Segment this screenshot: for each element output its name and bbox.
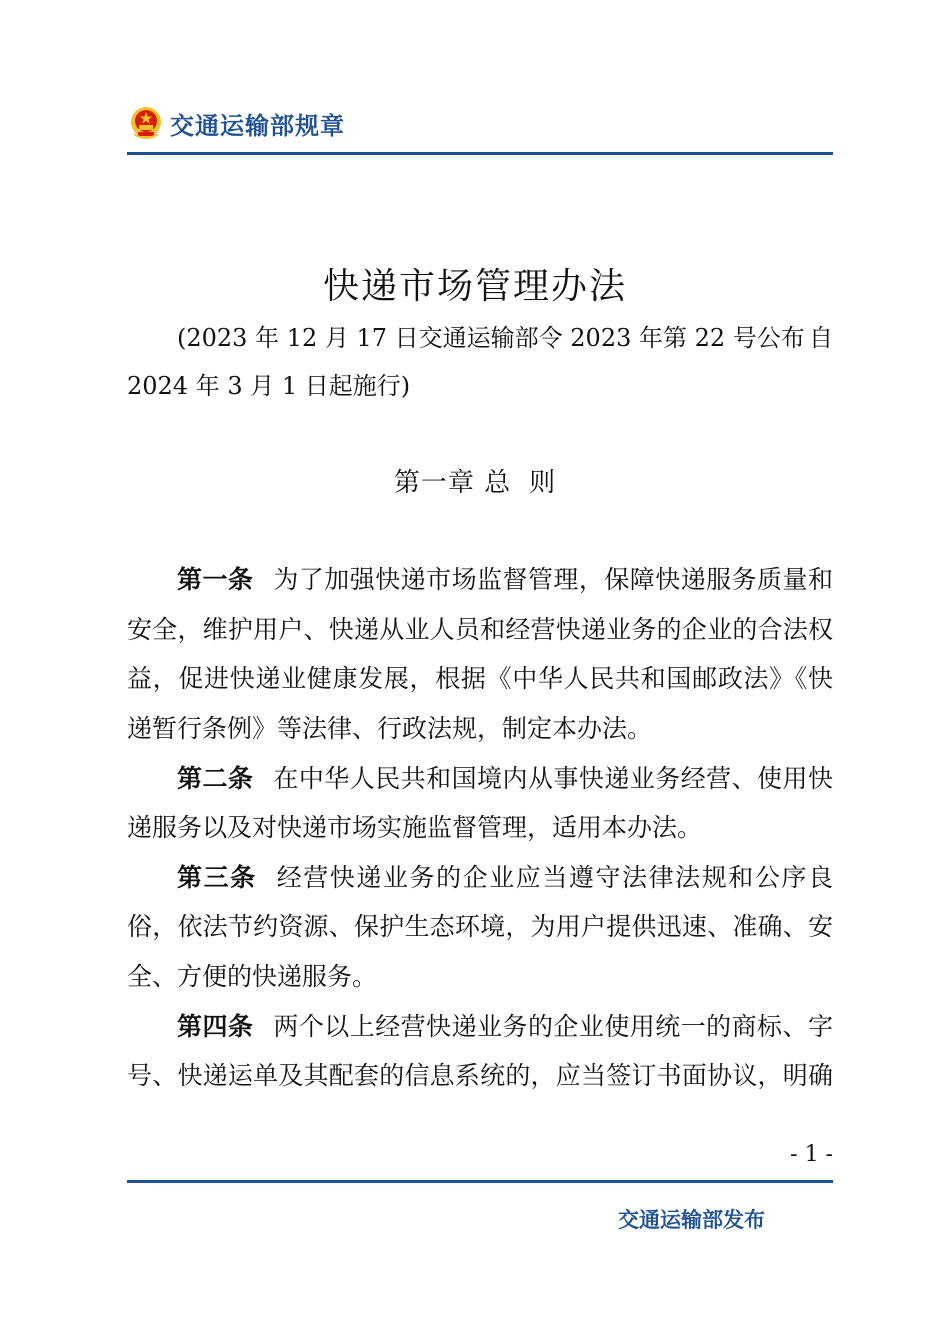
footer-divider	[127, 1180, 833, 1183]
article-3-line-3: 全、方便的快递服务。	[127, 962, 378, 991]
publication-note-tail: 自	[809, 324, 833, 352]
article-1-line-1: 第一条 为了加强快递市场监督管理，保障快递服务质量和	[177, 565, 833, 594]
document-title: 快递市场管理办法	[322, 266, 627, 307]
article-1-line-2: 安全，维护用户、快递从业人员和经营快递业务的企业的合法权	[127, 615, 833, 644]
footer-publisher: 交通运输部发布	[618, 1208, 765, 1232]
publication-note-main: (2023 年 12 月 17 日交通运输部令 2023 年第 22 号公布	[177, 324, 805, 352]
publication-note	[177, 318, 833, 353]
article-label: 第一条	[177, 565, 254, 594]
article-label: 第四条	[177, 1012, 254, 1041]
article-3-line-2: 俗，依法节约资源、保护生态环境，为用户提供迅速、准确、安	[127, 912, 833, 941]
article-label: 第三条	[177, 863, 257, 892]
header-title: 交通运输部规章	[170, 111, 345, 140]
article-1-line-4: 递暂行条例》等法律、行政法规，制定本办法。	[127, 714, 653, 743]
national-emblem-icon	[130, 106, 162, 140]
page-header	[130, 100, 345, 146]
article-4-line-1: 第四条 两个以上经营快递业务的企业使用统一的商标、字	[177, 1012, 833, 1041]
article-2-line-1: 第二条 在中华人民共和国境内从事快递业务经营、使用快	[177, 764, 833, 793]
chapter-heading-a: 第一章 总	[393, 468, 512, 498]
effective-date-note: 2024 年 3 月 1 日起施行)	[127, 372, 411, 400]
header-divider	[127, 152, 833, 155]
chapter-heading-b: 则	[529, 468, 557, 498]
article-4-line-2: 号、快递运单及其配套的信息系统的，应当签订书面协议，明确	[127, 1061, 833, 1090]
article-label: 第二条	[177, 764, 254, 793]
chapter-heading	[0, 462, 950, 499]
page-number: - 1 -	[790, 1142, 833, 1167]
article-3-line-1: 第三条 经营快递业务的企业应当遵守法律法规和公序良	[177, 863, 833, 892]
article-1-line-3: 益，促进快递业健康发展，根据《中华人民共和国邮政法》《快	[127, 664, 833, 693]
article-2-line-2: 递服务以及对快递市场实施监督管理，适用本办法。	[127, 813, 703, 842]
